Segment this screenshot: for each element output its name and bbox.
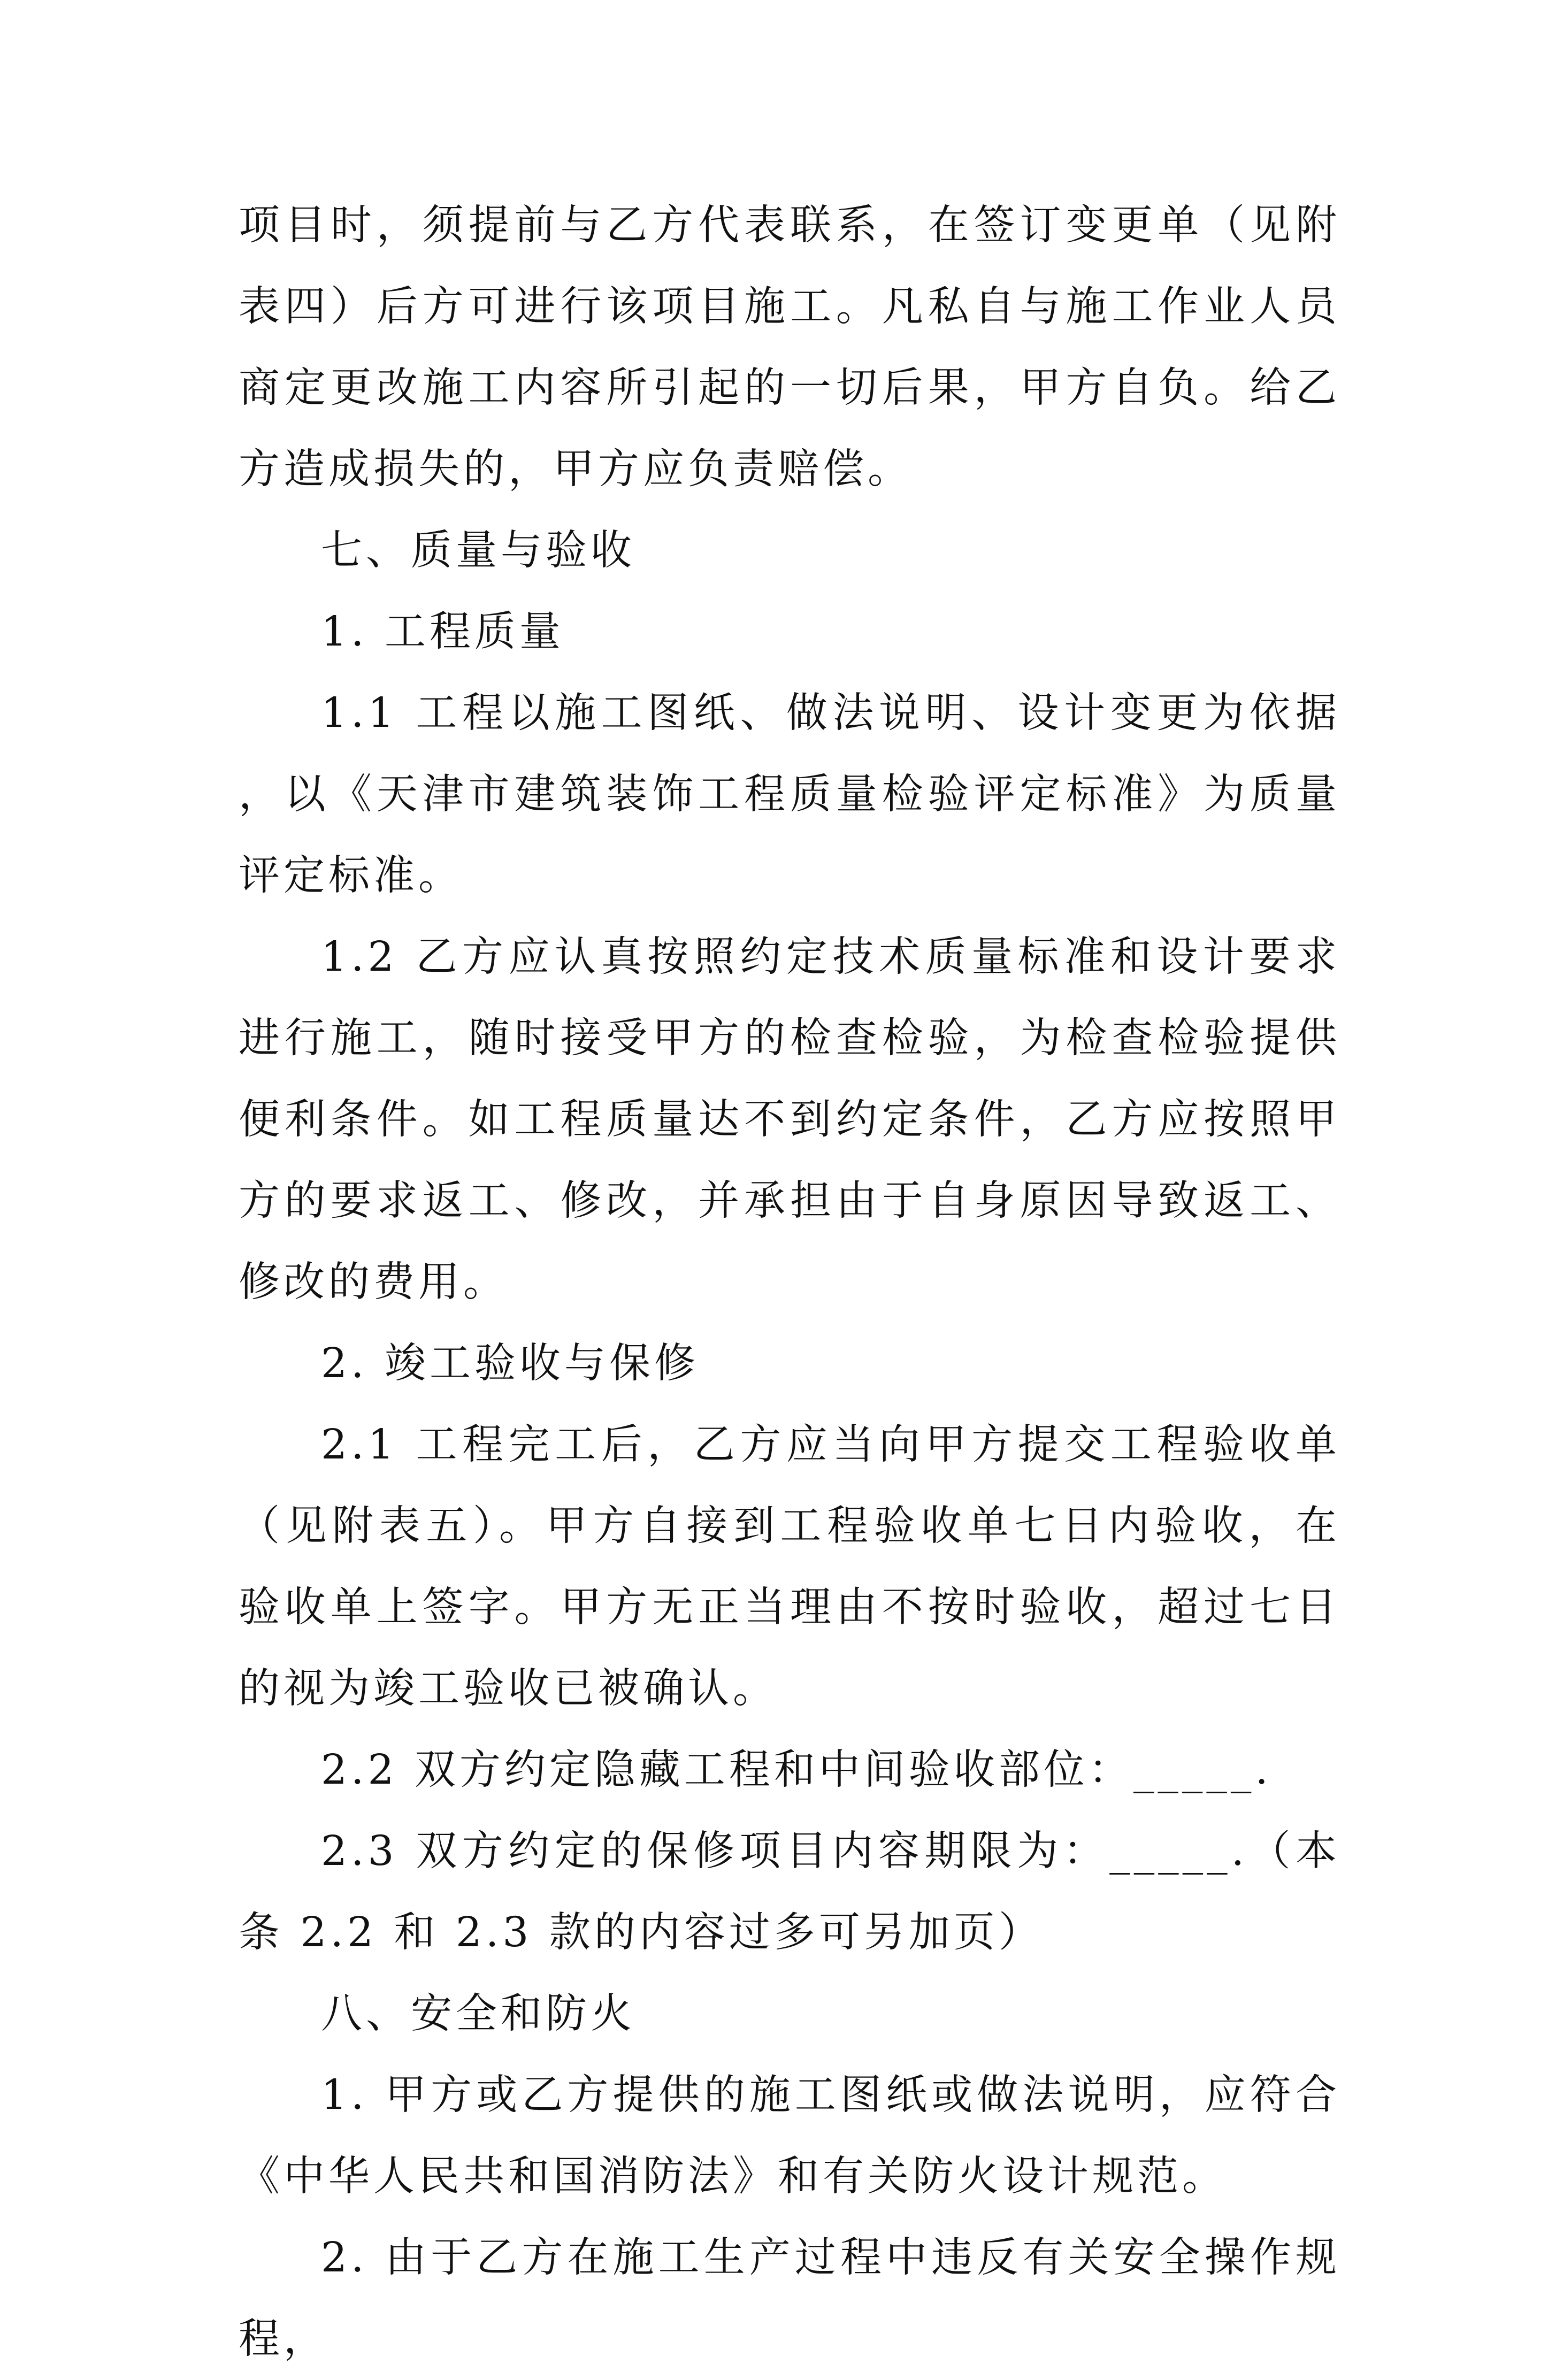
clause-8-1: 1. 甲方或乙方提供的施工图纸或做法说明，应符合《中华人民共和国消防法》和有关防火设计规范。	[239, 2071, 1340, 2200]
clause-2-3: 2.3 双方约定的保修项目内容期限为：_____.（本条 2.2 和 2.3 款的内容过多可另加页）	[239, 1828, 1340, 1956]
paragraph-continuation: 项目时，须提前与乙方代表联系，在签订变更单（见附表四）后方可进行该项目施工。凡私自与施工作业人员商定更改施工内容所引起的一切后果，甲方自负。给乙方造成损失的，甲方应负责赔偿。	[239, 202, 1340, 493]
section-heading-quality-acceptance: 七、质量与验收	[321, 527, 635, 574]
section-heading-safety-fire: 八、安全和防火	[321, 1990, 635, 2038]
document-body	[239, 185, 1340, 2380]
clause-8-2: 2. 由于乙方在施工生产过程中违反有关安全操作规程，	[239, 2234, 1340, 2363]
subheading-completion-warranty: 2. 竣工验收与保修	[321, 1340, 699, 1387]
clause-1-1: 1.1 工程以施工图纸、做法说明、设计变更为依据，以《天津市建筑装饰工程质量检验评定标准》为质量评定标准。	[239, 689, 1340, 900]
clause-1-2: 1.2 乙方应认真按照约定技术质量标准和设计要求进行施工，随时接受甲方的检查检验，为检查检验提供便利条件。如工程质量达不到约定条件，乙方应按照甲方的要求返工、修改，并承担由于自身原因导致返工、修改的费用。	[239, 933, 1340, 1306]
subheading-engineering-quality: 1. 工程质量	[321, 608, 564, 656]
clause-2-1: 2.1 工程完工后，乙方应当向甲方提交工程验收单（见附表五）。甲方自接到工程验收单七日内验收，在验收单上签字。甲方无正当理由不按时验收，超过七日的视为竣工验收已被确认。	[239, 1421, 1340, 1713]
clause-2-2: 2.2 双方约定隐藏工程和中间验收部位：_____.	[321, 1746, 1272, 1794]
